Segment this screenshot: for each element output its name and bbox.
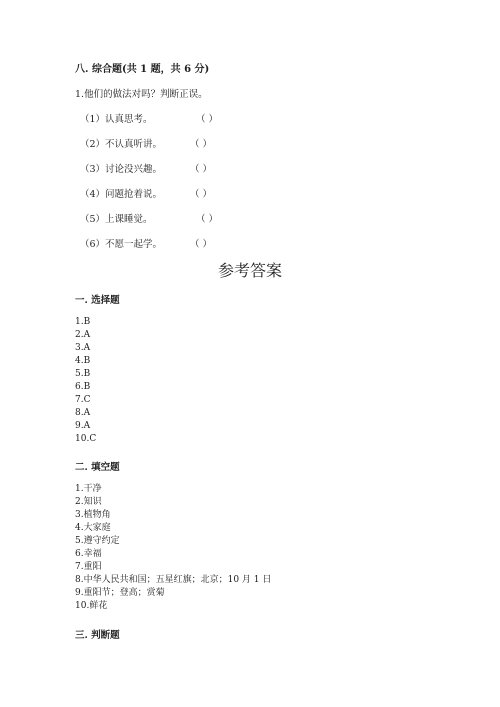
answer-line: 7.C (75, 395, 91, 405)
judgement-item: （2）不认真听讲。 (80, 139, 163, 150)
answer-line: 10.鲜花 (75, 601, 108, 611)
answer-line: 3.植物角 (75, 510, 111, 520)
answer-line: 5.B (75, 369, 91, 379)
section-heading-3: 三. 判断题 (75, 630, 120, 641)
answer-line: 3.A (75, 343, 91, 353)
answer-line: 8.A (75, 408, 91, 418)
answer-line: 2.A (75, 330, 91, 340)
answer-line: 10.C (75, 434, 97, 444)
answer-blank: （ ） (190, 139, 213, 150)
answer-line: 1.B (75, 317, 91, 327)
answer-blank: （ ） (190, 239, 213, 250)
answer-line: 6.幸福 (75, 549, 102, 559)
answer-line: 6.B (75, 382, 91, 392)
answer-blank: （ ） (196, 114, 219, 125)
answer-line: 4.B (75, 356, 91, 366)
answer-key-title: 参考答案 (217, 261, 282, 280)
judgement-item: （6）不愿一起学。 (80, 239, 163, 250)
answer-line: 9.A (75, 421, 91, 431)
judgement-item: （4）问题抢着说。 (80, 189, 163, 200)
answer-line: 4.大家庭 (75, 523, 111, 533)
answer-line: 8.中华人民共和国；五星红旗；北京；10 月 1 日 (75, 575, 272, 585)
answer-line: 1.干净 (75, 484, 102, 494)
answer-blank: （ ） (190, 164, 213, 175)
section-heading-2: 二. 填空题 (75, 462, 120, 473)
judgement-item: （1）认真思考。 (80, 114, 153, 125)
judgement-item: （5）上课睡觉。 (80, 214, 153, 225)
question-prompt: 1.他们的做法对吗？判断正误。 (75, 89, 208, 100)
answer-blank: （ ） (190, 189, 213, 200)
answer-line: 2.知识 (75, 497, 102, 507)
answer-blank: （ ） (196, 214, 219, 225)
judgement-item: （3）讨论没兴趣。 (80, 164, 163, 175)
answer-line: 7.重阳 (75, 562, 102, 572)
answer-line: 5.遵守约定 (75, 536, 120, 546)
section-heading-8: 八. 综合题(共 1 题，共 6 分) (75, 64, 210, 75)
section-heading-1: 一. 选择题 (75, 295, 120, 306)
answer-line: 9.重阳节；登高；赏菊 (75, 588, 165, 598)
